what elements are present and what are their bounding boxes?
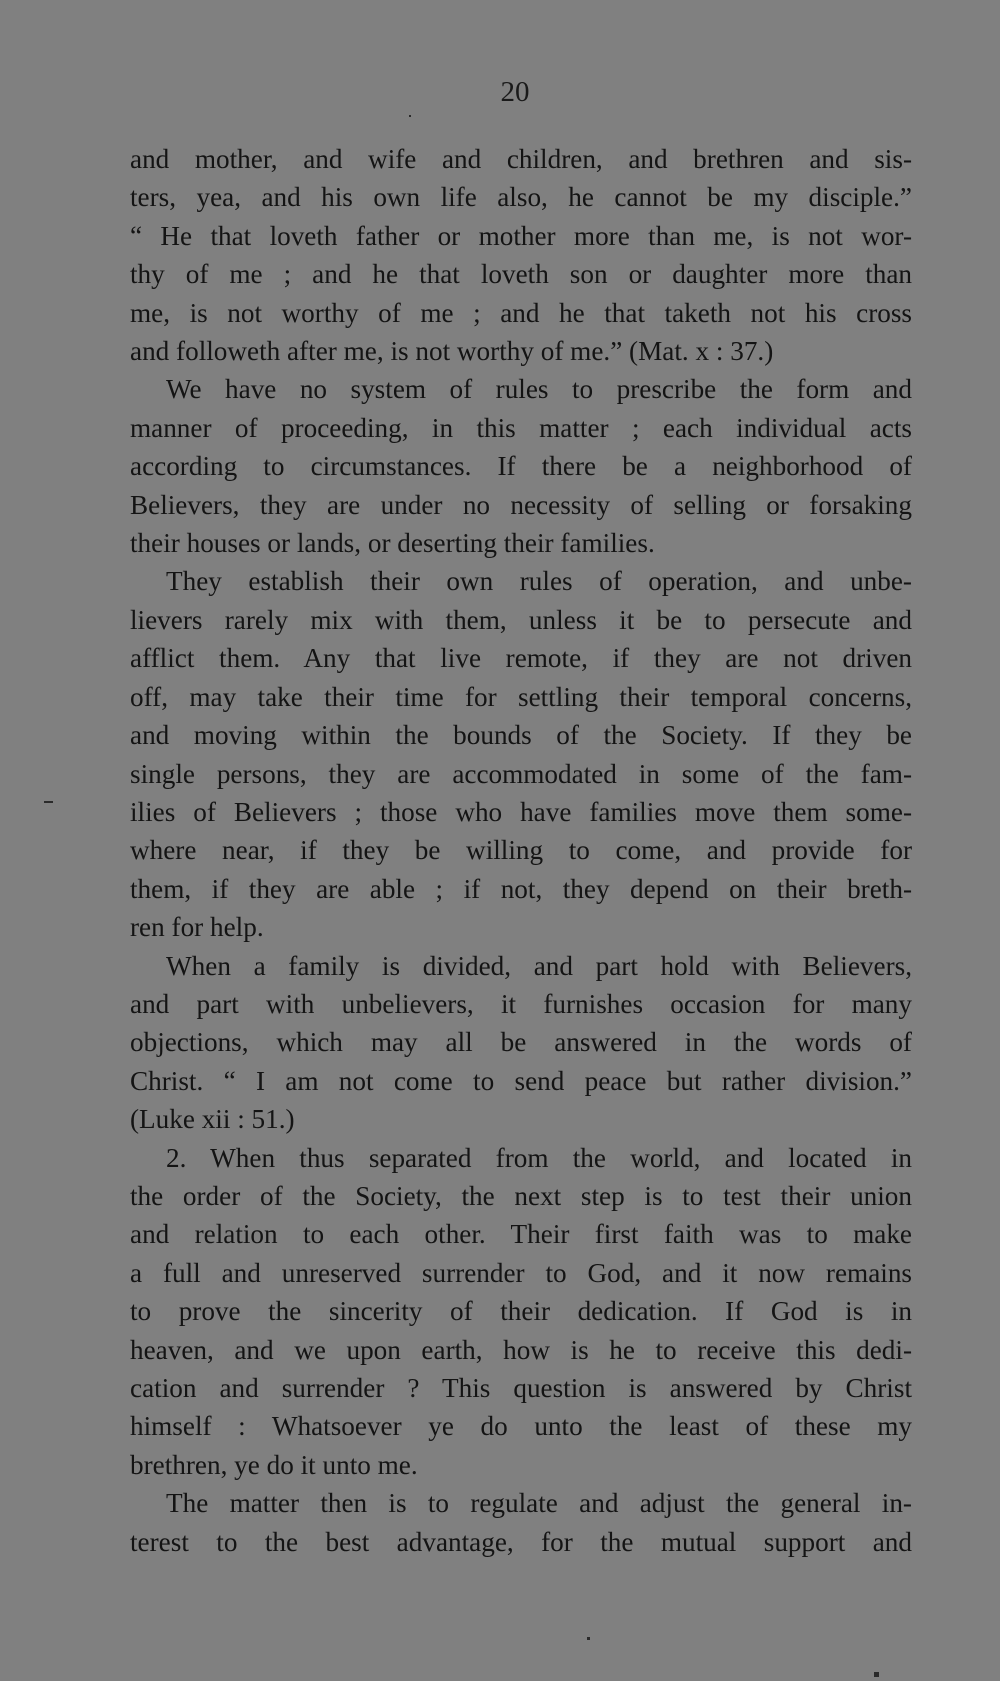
paragraph-start-line: We have no system of rules to prescribe the form and <box>166 374 912 405</box>
text-line: where near, if they be willing to come, and provide for <box>130 835 912 866</box>
text-line: Christ. “ I am not come to send peace but rather division.” <box>130 1065 912 1096</box>
text-line: “ He that loveth father or mother more than me, is not wor- <box>130 220 912 251</box>
text-line: and relation to each other. Their first faith was to make <box>130 1219 912 1250</box>
paragraph-start-line: When a family is divided, and part hold with Believers, <box>166 950 912 981</box>
paragraph-start-line: The matter then is to regulate and adjust the general in- <box>166 1488 912 1519</box>
text-line: himself : Whatsoever ye do unto the least of these my <box>130 1411 912 1442</box>
text-line: terest to the best advantage, for the mutual support and <box>130 1526 912 1557</box>
text-line: Believers, they are under no necessity of selling or forsaking <box>130 489 912 520</box>
print-speck <box>409 115 411 117</box>
text-line: their houses or lands, or deserting their families. <box>130 528 655 559</box>
text-line: them, if they are able ; if not, they depend on their breth- <box>130 873 912 904</box>
text-line: and moving within the bounds of the Society. If they be <box>130 720 912 751</box>
text-line: thy of me ; and he that loveth son or daughter more than <box>130 259 912 290</box>
print-speck <box>44 801 53 803</box>
text-line: to prove the sincerity of their dedication. If God is in <box>130 1296 912 1327</box>
text-line: and mother, and wife and children, and brethren and sis- <box>130 144 912 174</box>
text-line: (Luke xii : 51.) <box>130 1104 295 1135</box>
text-line: objections, which may all be answered in the words of <box>130 1027 912 1058</box>
print-speck <box>587 1637 590 1640</box>
text-line: manner of proceeding, in this matter ; each individual acts <box>130 412 912 443</box>
text-line: according to circumstances. If there be a neighborhood of <box>130 451 912 482</box>
print-speck <box>874 1672 879 1677</box>
text-line: the order of the Society, the next step is to test their union <box>130 1180 912 1211</box>
body-text <box>130 140 912 1561</box>
text-line: off, may take their time for settling their temporal concerns, <box>130 681 912 712</box>
page-number: 20 <box>500 76 530 108</box>
text-line: and followeth after me, is not worthy of me.” (Mat. x : 37.) <box>130 336 774 367</box>
text-line: brethren, ye do it unto me. <box>130 1449 418 1480</box>
text-line: cation and surrender ? This question is answered by Christ <box>130 1373 912 1403</box>
paragraph-start-line: 2. When thus separated from the world, and located in <box>166 1142 912 1173</box>
text-line: heaven, and we upon earth, how is he to receive this dedi- <box>130 1334 912 1365</box>
text-line: lievers rarely mix with them, unless it be to persecute and <box>130 604 912 635</box>
text-line: ilies of Believers ; those who have families move them some- <box>130 796 912 827</box>
text-line: afflict them. Any that live remote, if they are not driven <box>130 643 912 674</box>
text-line: ren for help. <box>130 912 264 943</box>
text-line: and part with unbelievers, it furnishes occasion for many <box>130 988 912 1019</box>
text-line: me, is not worthy of me ; and he that taketh not his cross <box>130 297 912 328</box>
text-line: a full and unreserved surrender to God, and it now remains <box>130 1257 912 1288</box>
text-line: single persons, they are accommodated in some of the fam- <box>130 758 912 789</box>
text-line: ters, yea, and his own life also, he cannot be my disciple.” <box>130 182 912 213</box>
paragraph-start-line: They establish their own rules of operation, and unbe- <box>166 566 912 597</box>
